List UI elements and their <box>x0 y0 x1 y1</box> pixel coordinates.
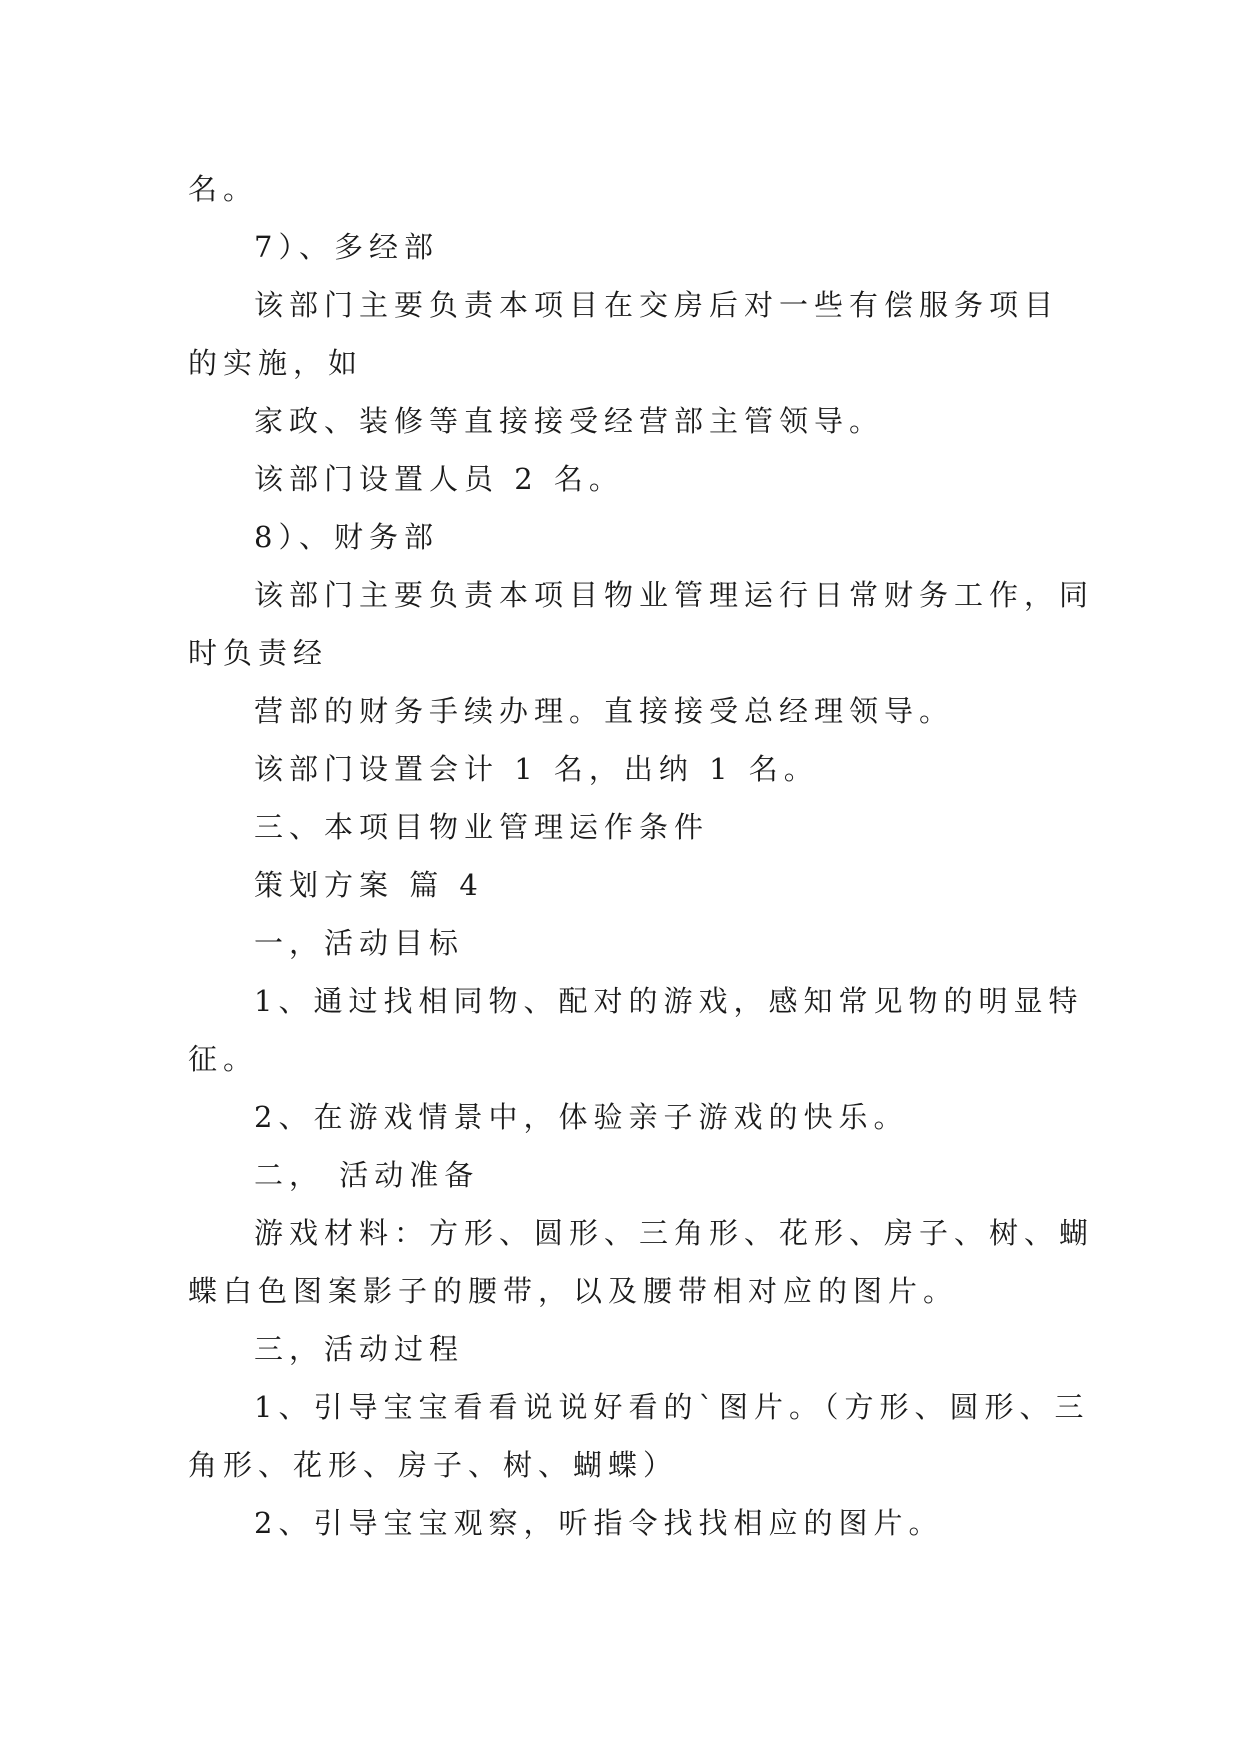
text-line: 名。 <box>188 172 259 206</box>
text-line: 该部门设置人员 2 名。 <box>254 462 624 496</box>
text-line: 1、通过找相同物、配对的游戏，感知常见物的明显特 <box>254 984 1084 1018</box>
text-line: 2、在游戏情景中，体验亲子游戏的快乐。 <box>254 1100 909 1134</box>
text-line: 该部门设置会计 1 名，出纳 1 名。 <box>254 752 819 786</box>
document-body <box>188 160 1095 1552</box>
text-line: 蝶白色图案影子的腰带，以及腰带相对应的图片。 <box>188 1274 959 1308</box>
section-heading: 三，活动过程 <box>254 1332 465 1366</box>
text-line: 营部的财务手续办理。直接接受总经理领导。 <box>254 694 955 728</box>
text-line: 时负责经 <box>188 636 329 670</box>
text-line: 2、引导宝宝观察，听指令找找相应的图片。 <box>254 1506 944 1540</box>
text-line: 该部门主要负责本项目物业管理运行日常财务工作，同 <box>254 578 1095 612</box>
text-line: 征。 <box>188 1042 259 1076</box>
text-line: 1、引导宝宝看看说说好看的`图片。（方形、圆形、三 <box>254 1390 1090 1424</box>
text-line: 角形、花形、房子、树、蝴蝶） <box>188 1448 679 1482</box>
text-line: 家政、装修等直接接受经营部主管领导。 <box>254 404 885 438</box>
section-heading: 策划方案 篇 4 <box>254 868 484 902</box>
section-heading: 二， 活动准备 <box>254 1158 480 1192</box>
section-heading: 三、本项目物业管理运作条件 <box>254 810 710 844</box>
section-heading: 一，活动目标 <box>254 926 465 960</box>
text-line: 的实施，如 <box>188 346 364 380</box>
text-line: 游戏材料：方形、圆形、三角形、花形、房子、树、蝴 <box>254 1216 1095 1250</box>
text-line: 该部门主要负责本项目在交房后对一些有偿服务项目 <box>254 288 1060 322</box>
text-line: 7）、多经部 <box>254 230 439 264</box>
text-line: 8）、财务部 <box>254 520 439 554</box>
